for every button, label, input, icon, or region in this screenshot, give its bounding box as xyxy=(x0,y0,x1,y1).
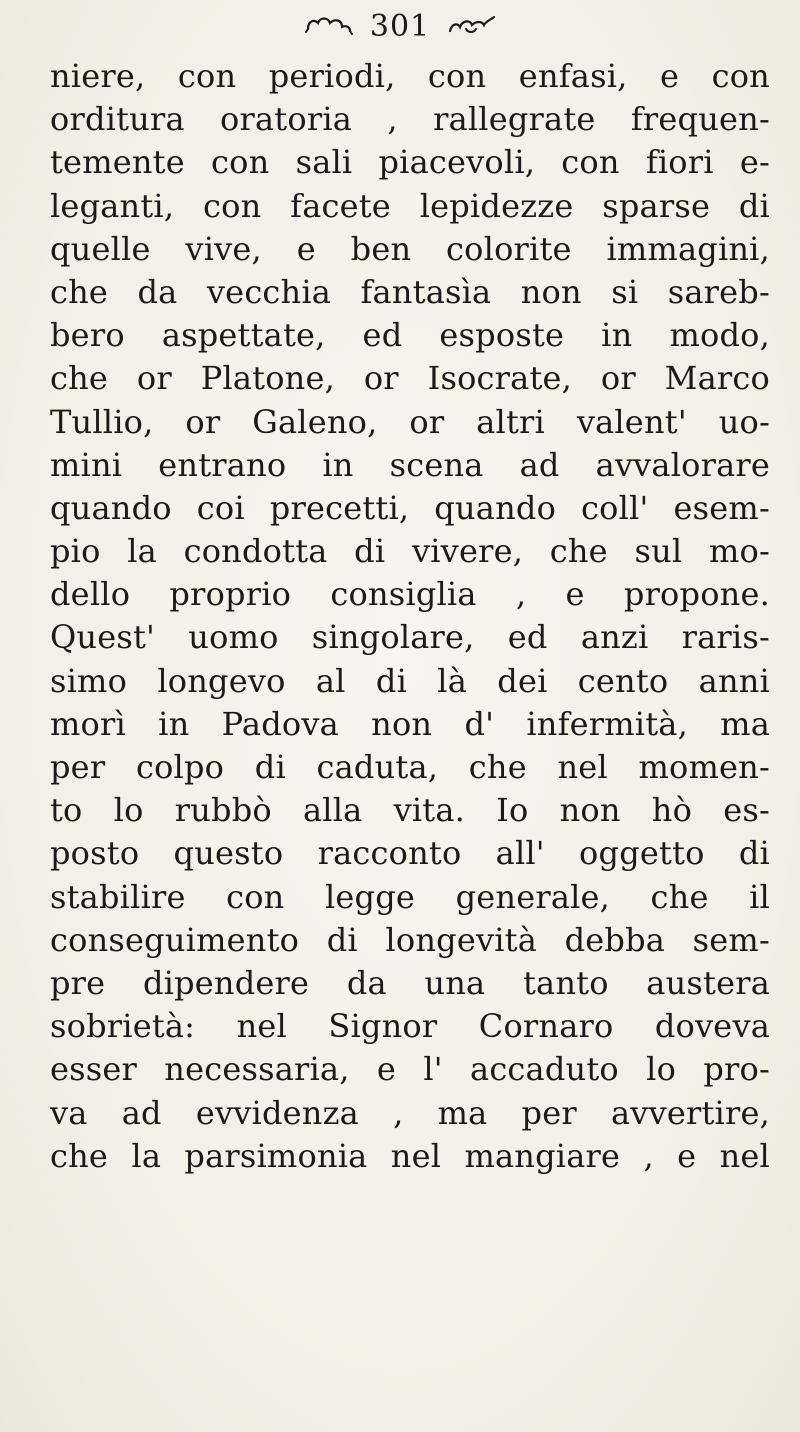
body-text xyxy=(50,55,770,1178)
text-line: bero aspettate, ed esposte in modo, xyxy=(50,316,770,355)
text-line: pio la condotta di vivere, che sul mo- xyxy=(50,532,770,571)
text-line: Quest' uomo singolare, ed anzi raris- xyxy=(50,618,770,657)
text-line: per colpo di caduta, che nel momen- xyxy=(50,748,770,786)
text-line: va ad evvidenza , ma per avvertire, xyxy=(50,1093,770,1132)
ornament-left-icon xyxy=(302,15,356,37)
text-line: Tullio, or Galeno, or altri valent' uo- xyxy=(50,402,770,441)
text-line: morì in Padova non d' infermità, ma xyxy=(50,704,770,743)
ornament-right-icon xyxy=(444,15,498,37)
text-line: quelle vive, e ben colorite immagini, xyxy=(50,229,770,268)
text-line: orditura oratoria , rallegrate frequen- xyxy=(50,100,770,139)
text-line: temente con sali piacevoli, con fiori e- xyxy=(50,143,770,182)
text-line: to lo rubbò alla vita. Io non hò es- xyxy=(50,791,770,830)
page-header xyxy=(0,4,800,48)
text-line: sobrietà: nel Signor Cornaro doveva xyxy=(50,1007,770,1046)
text-line: dello proprio consiglia , e propone. xyxy=(50,575,770,614)
text-line: mini entrano in scena ad avvalorare xyxy=(50,445,770,484)
text-line: pre dipendere da una tanto austera xyxy=(50,963,770,1002)
text-line: posto questo racconto all' oggetto di xyxy=(50,834,770,873)
text-line: quando coi precetti, quando coll' esem- xyxy=(50,488,770,527)
text-line: che la parsimonia nel mangiare , e nel xyxy=(50,1136,770,1175)
text-line: niere, con periodi, con enfasi, e con xyxy=(50,57,770,95)
text-line: che da vecchia fantasìa non si sareb- xyxy=(50,272,770,311)
text-line: esser necessaria, e l' accaduto lo pro- xyxy=(50,1050,770,1089)
text-line: conseguimento di longevità debba sem- xyxy=(50,920,770,959)
text-line: simo longevo al di là dei cento anni xyxy=(50,661,770,700)
text-line: che or Platone, or Isocrate, or Marco xyxy=(50,359,770,398)
text-line: stabilire con legge generale, che il xyxy=(50,877,770,916)
text-line: leganti, con facete lepidezze sparse di xyxy=(50,186,770,225)
page-number: 301 xyxy=(369,8,431,44)
